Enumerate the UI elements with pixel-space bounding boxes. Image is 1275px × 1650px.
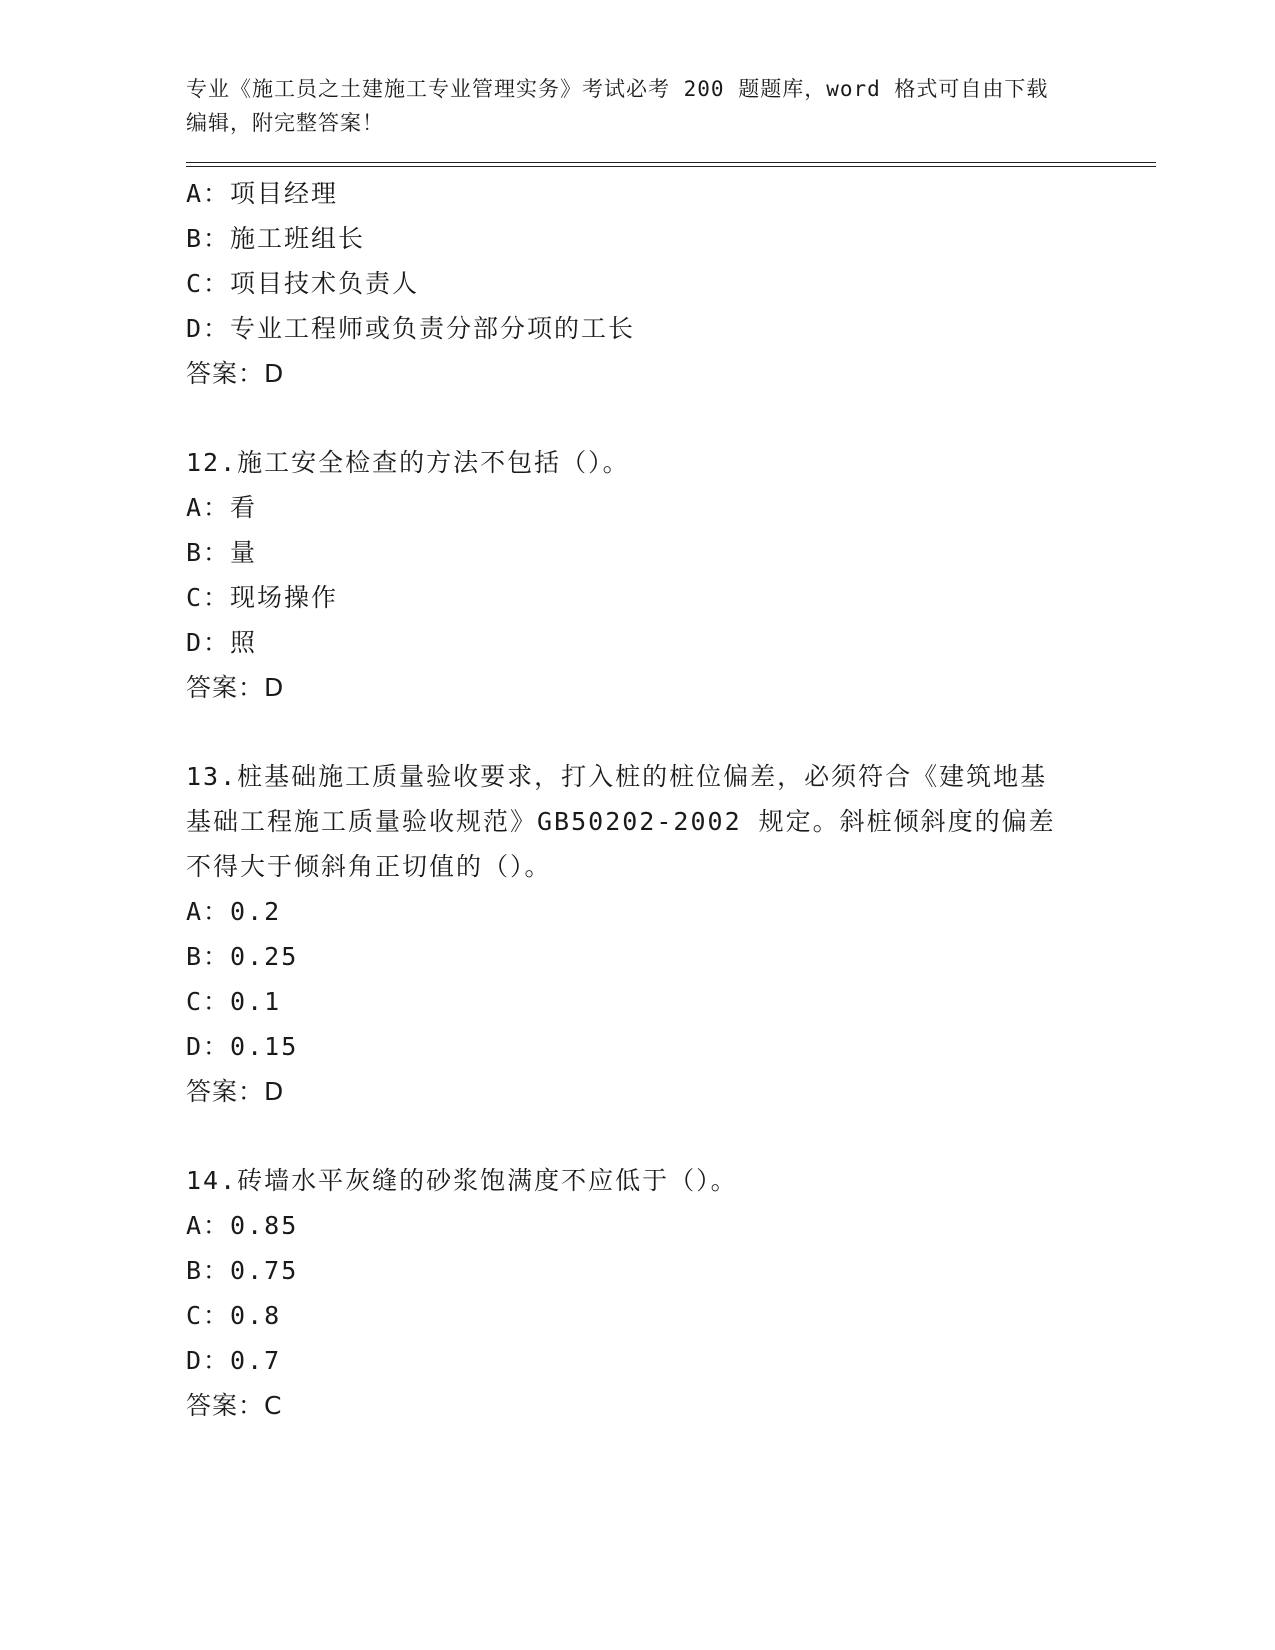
option-d: D：0.15 bbox=[186, 1032, 299, 1061]
option-a: A：0.85 bbox=[186, 1211, 299, 1240]
option-b: B：施工班组长 bbox=[186, 224, 366, 253]
option-c: C：现场操作 bbox=[186, 583, 339, 612]
question-12-block bbox=[186, 440, 1156, 710]
answer-line: 答案：D bbox=[186, 673, 285, 702]
option-d: D：0.7 bbox=[186, 1346, 282, 1375]
divider-line bbox=[186, 166, 1156, 167]
document-page bbox=[186, 72, 1156, 1428]
option-c: C：0.1 bbox=[186, 987, 282, 1016]
question-13-block bbox=[186, 754, 1156, 1114]
option-a: A：项目经理 bbox=[186, 179, 339, 208]
question-stem: 14.砖墙水平灰缝的砂浆饱满度不应低于（）。 bbox=[186, 1166, 738, 1195]
option-a: A：0.2 bbox=[186, 897, 282, 926]
question-14-block bbox=[186, 1158, 1156, 1428]
option-b: B：0.75 bbox=[186, 1256, 299, 1285]
question-stem: 13.桩基础施工质量验收要求，打入桩的桩位偏差，必须符合《建筑地基基础工程施工质量验收规范》GB50202-2002 规定。斜桩倾斜度的偏差不得大于倾斜角正切值的（）。 bbox=[186, 762, 1056, 881]
answer-line: 答案：D bbox=[186, 359, 285, 388]
header-divider bbox=[186, 162, 1156, 167]
answer-line: 答案：D bbox=[186, 1077, 285, 1106]
option-b: B：0.25 bbox=[186, 942, 299, 971]
document-header: 专业《施工员之土建施工专业管理实务》考试必考 200 题题库，word 格式可自由下载编辑，附完整答案！ bbox=[186, 77, 1049, 135]
option-d: D：照 bbox=[186, 628, 258, 657]
divider-line bbox=[186, 162, 1156, 163]
option-c: C：0.8 bbox=[186, 1301, 282, 1330]
option-d: D：专业工程师或负责分部分项的工长 bbox=[186, 314, 636, 343]
answer-line: 答案：C bbox=[186, 1391, 283, 1420]
option-c: C：项目技术负责人 bbox=[186, 269, 420, 298]
question-11-block bbox=[186, 171, 1156, 396]
question-stem: 12.施工安全检查的方法不包括（）。 bbox=[186, 448, 630, 477]
option-b: B：量 bbox=[186, 538, 258, 567]
option-a: A：看 bbox=[186, 493, 258, 522]
